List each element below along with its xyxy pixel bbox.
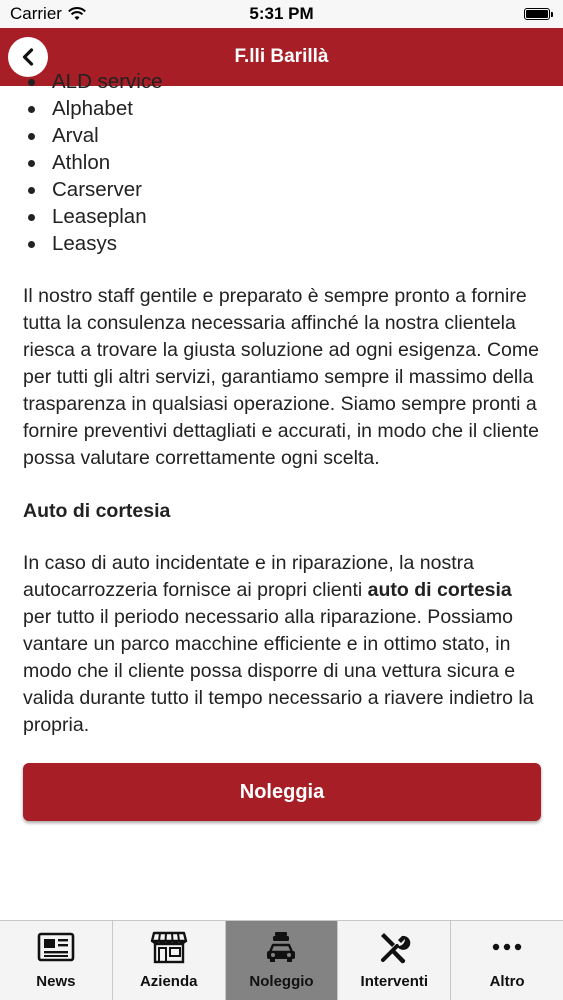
list-item: ALD service <box>52 68 540 95</box>
status-time: 5:31 PM <box>249 4 314 23</box>
battery-icon <box>524 8 553 20</box>
wifi-icon <box>68 7 86 21</box>
brand-list <box>23 68 540 257</box>
storefront-icon <box>149 929 189 965</box>
courtesy-paragraph <box>23 550 540 739</box>
tab-interventi[interactable] <box>338 921 451 1000</box>
tools-icon <box>374 929 414 965</box>
tab-label: Altro <box>489 973 525 990</box>
carrier-label: Carrier <box>10 4 62 23</box>
list-item: Alphabet <box>52 95 540 122</box>
tab-news[interactable] <box>0 921 113 1000</box>
tab-bar <box>0 920 563 1000</box>
list-item: Leasys <box>52 230 540 257</box>
courtesy-text-bold: auto di cortesia <box>367 579 512 601</box>
tab-label: Interventi <box>360 973 429 990</box>
tab-label: News <box>36 973 76 990</box>
car-key-icon <box>261 929 301 965</box>
newspaper-icon <box>36 929 76 965</box>
noleggia-button[interactable]: Noleggia <box>23 763 541 821</box>
status-left <box>10 4 86 24</box>
section-heading: Auto di cortesia <box>23 500 171 522</box>
courtesy-text-end: per tutto il periodo necessario alla riparazione. Possiamo vantare un parco macchine efficiente e in ottimo stato, in modo che il cliente possa disporre di una vettura sicura e valida durante tutto il tempo necessario a riavere indietro la propria. <box>23 606 534 736</box>
content-area[interactable] <box>0 70 563 920</box>
staff-paragraph: Il nostro staff gentile e preparato è sempre pronto a fornire tutta la consulenza necessaria affinché la nostra clientela riesca a trovare la giusta soluzione ad ogni esigenza. Come per tutti gli altri servizi, garantiamo sempre il massimo della trasparenza in qualsiasi operazione. Siamo sempre pronti a fornire preventivi dettagliati e accurati, in modo che il cliente possa valutare correttamente ogni scelta. <box>23 285 539 469</box>
page-title: F.lli Barillà <box>234 46 329 67</box>
tab-label: Azienda <box>139 973 198 990</box>
more-icon <box>487 929 527 965</box>
tab-altro[interactable] <box>451 921 563 1000</box>
list-item: Carserver <box>52 176 540 203</box>
tab-label: Noleggio <box>249 973 314 990</box>
list-item: Leaseplan <box>52 203 540 230</box>
list-item: Arval <box>52 122 540 149</box>
chevron-left-icon <box>20 47 36 67</box>
list-item: Athlon <box>52 149 540 176</box>
content-inner <box>0 68 563 821</box>
tab-noleggio[interactable] <box>226 921 339 1000</box>
courtesy-text-start: In caso di auto incidentate e in riparazione, la nostra autocarrozzeria fornisce ai propri clienti <box>23 552 474 601</box>
tab-azienda[interactable] <box>113 921 226 1000</box>
status-bar <box>0 0 563 28</box>
